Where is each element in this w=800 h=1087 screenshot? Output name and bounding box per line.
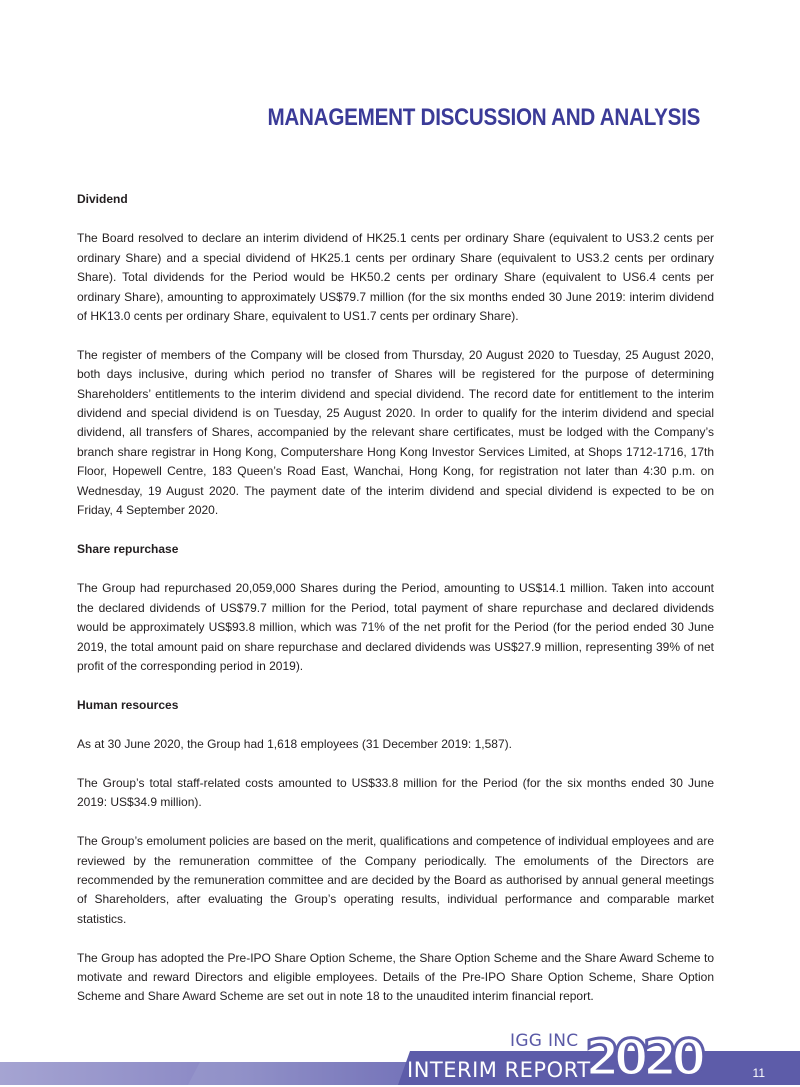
paragraph: The Group has adopted the Pre-IPO Share Option Scheme, the Share Option Scheme and the Share Award Scheme to motivate and reward Directors and eligible employees. Details of the Pre-IPO Share Option Scheme, Share Option Scheme and Share Award Scheme are set out in note 18 to the unaudited interim financial report.: [77, 950, 714, 1004]
company-name: IGG INC: [510, 1031, 579, 1051]
page-number: 11: [752, 1066, 765, 1080]
document-body: [77, 190, 714, 1026]
section-share-repurchase: [77, 540, 714, 676]
report-year-logo: 2020: [585, 1029, 701, 1087]
section-heading: Share repurchase: [77, 541, 179, 556]
page-title: MANAGEMENT DISCUSSION AND ANALYSIS: [267, 104, 700, 131]
section-heading: Dividend: [77, 192, 128, 206]
paragraph: The Board resolved to declare an interim dividend of HK25.1 cents per ordinary Share (equivalent to US3.2 cents per ordinary Share) and a special dividend of HK25.1 cents per ordinary Share (equivalent to US3.2 cents per ordinary Share). Total dividends for the Period would be HK50.2 cents per ordinary Share (equivalent to US6.4 cents per ordinary Share), amounting to approximately US$79.7 million (for the six months ended 30 June 2019: interim dividend of HK13.0 cents per ordinary Share, equivalent to US1.7 cents per ordinary Share).: [77, 231, 714, 324]
footer-band-light: [0, 1062, 200, 1085]
section-dividend: [77, 190, 714, 520]
paragraph: As at 30 June 2020, the Group had 1,618 employees (31 December 2019: 1,587).: [77, 737, 512, 752]
report-name: INTERIM REPORT: [407, 1058, 591, 1082]
section-human-resources: [77, 696, 714, 1007]
paragraph: The Group’s total staff-related costs amounted to US$33.8 million for the Period (for the six months ended 30 June 2019: US$34.9 million).: [77, 775, 714, 810]
paragraph: The register of members of the Company will be closed from Thursday, 20 August 2020 to Tuesday, 25 August 2020, both days inclusive, during which period no transfer of Shares will be registered for the purpose of determining Shareholders’ entitlements to the interim dividend and special dividend. The record date for entitlement to the interim dividend and special dividend is on Tuesday, 25 August 2020. In order to qualify for the interim dividend and special dividend, all transfers of Shares, accompanied by the relevant share certificates, must be lodged with the Company’s branch share registrar in Hong Kong, Computershare Hong Kong Investor Services Limited, at Shops 1712-1716, 17th Floor, Hopewell Centre, 183 Queen’s Road East, Wanchai, Hong Kong, for registration not later than 4:30 p.m. on Wednesday, 19 August 2020. The payment date of the interim dividend and special dividend is expected to be on Friday, 4 September 2020.: [77, 347, 714, 518]
paragraph: The Group had repurchased 20,059,000 Shares during the Period, amounting to US$14.1 million. Taken into account the declared dividends of US$79.7 million for the Period, total payment of share repurchase and declared dividends would be approximately US$93.8 million, which was 71% of the net profit for the Period (for the period ended 30 June 2019, the total amount paid on share repurchase and declared dividends was US$27.9 million, representing 39% of net profit of the corresponding period in 2019).: [77, 581, 714, 673]
paragraph: The Group’s emolument policies are based on the merit, qualifications and competence of individual employees and are reviewed by the remuneration committee of the Company periodically. The emoluments of the Directors are recommended by the remuneration committee and are decided by the Board as authorised by annual general meetings of Shareholders, after evaluating the Group’s operating results, individual performance and comparable market statistics.: [77, 834, 714, 926]
section-heading: Human resources: [77, 697, 179, 712]
